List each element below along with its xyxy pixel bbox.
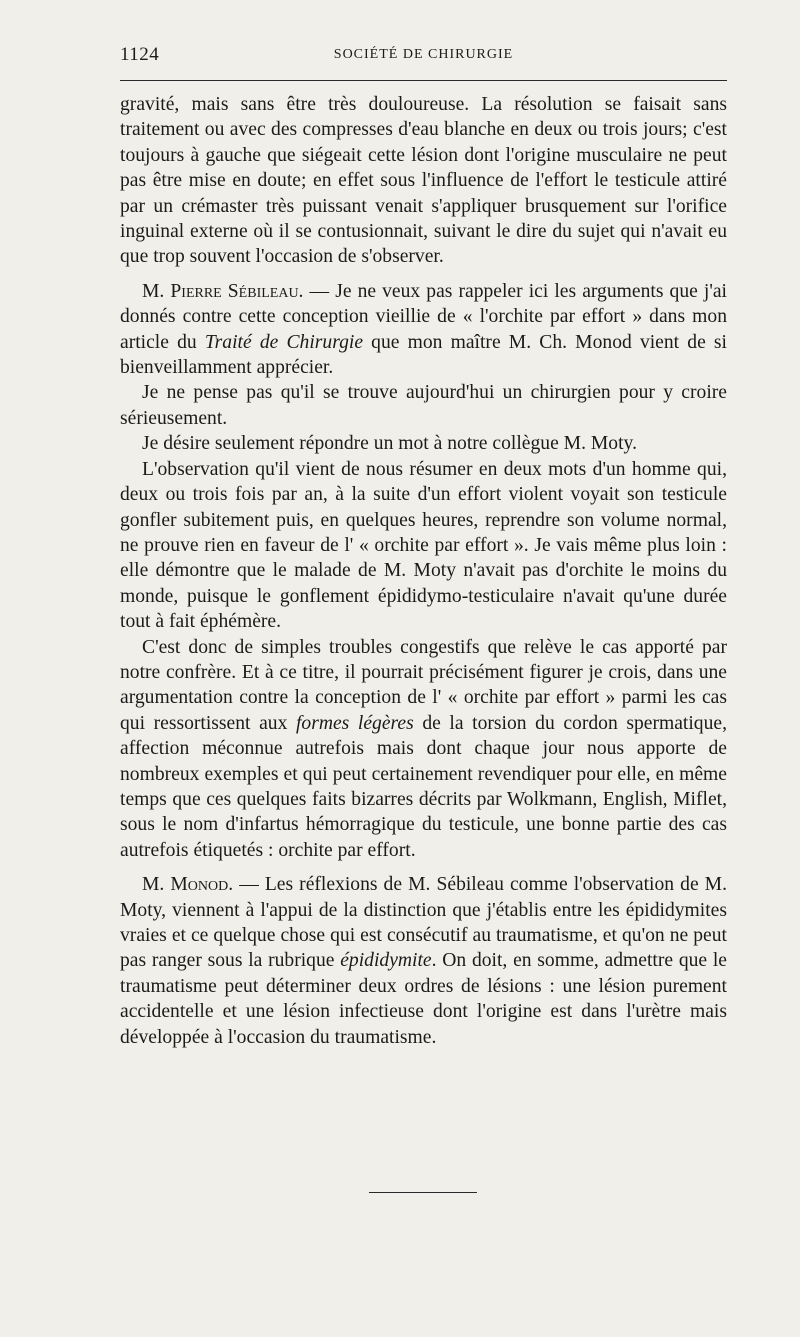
italic-phrase: formes légères <box>295 712 414 734</box>
page-header <box>120 44 727 74</box>
paragraph <box>120 635 727 864</box>
paragraph <box>120 457 727 635</box>
italic-title: Traité de Chirurgie <box>204 331 364 353</box>
paragraph <box>120 279 727 381</box>
end-rule <box>369 1192 477 1193</box>
paragraph-text: que mon maître M. Ch. Monod vient de si bienveillamment apprécier. <box>120 331 727 379</box>
paragraph-text: L'observation qu'il vient de nous résumer en deux mots d'un homme qui, deux ou trois fois par an, à la suite d'un effort violent voyait son testicule gonfler subitement puis, en quelques heures, reprendre son volume normal, ne prouve rien en faveur de l' « orchite par effort ». Je vais même plus loin : elle démontre que le malade de M. Moty n'avait pas d'orchite le moins du monde, puisque le gonflement épididymo-testiculaire n'avait qu'une durée tout à fait éphémère. <box>120 458 727 633</box>
paragraph <box>120 380 727 431</box>
page-number: 1124 <box>120 44 160 65</box>
paragraph-text: Je ne pense pas qu'il se trouve aujourd'hui un chirurgien pour y croire sérieusement. <box>120 382 727 429</box>
running-title: SOCIÉTÉ DE CHIRURGIE <box>333 47 514 62</box>
italic-term: épididymite <box>340 950 432 972</box>
paragraph-text: . On doit, en somme, admettre que le traumatisme peut déterminer deux ordres de lésions : une lésion purement accidentelle et une lésion infectieuse dont l'origine est dans l'urètre mais développée à l'occasion du traumatisme. <box>120 950 727 1048</box>
paragraph <box>120 92 727 270</box>
speaker-name: M. Pierre Sébileau. <box>142 280 304 302</box>
paragraph-text: — Les réflexions de M. Sébileau comme l'observation de M. Moty, viennent à l'appui de la distinction que j'établis entre les épididymites vraies et ce quelque chose qui est consécutif au traumatisme, et qu'on ne peut pas ranger sous la rubrique <box>120 874 728 972</box>
paragraph-text: gravité, mais sans être très douloureuse. La résolution se faisait sans traitement ou avec des compresses d'eau blanche en deux ou trois jours; c'est toujours à gauche que siégeait cette lésion dont l'origine musculaire ne peut pas être mise en doute; en effet sous l'influence de l'effort le testicule attiré par un crémaster très puissant venait s'appliquer brusquement sur l'orifice inguinal externe où il se contusionnait, suivant le dire du sujet qui n'avait eu que trop souvent l'occasion de s'observer. <box>120 94 727 268</box>
paragraph-text: — Je ne veux pas rappeler ici les arguments que j'ai donnés contre cette conception vieillie de « l'orchite par effort » dans mon article du <box>120 280 727 353</box>
paragraph <box>120 872 727 1050</box>
article-body <box>120 92 727 1050</box>
paragraph <box>120 431 727 456</box>
paragraph-text: Je désire seulement répondre un mot à notre collègue M. Moty. <box>142 433 637 455</box>
paragraph-text: de la torsion du cordon spermatique, affection méconnue autrefois mais dont chaque jour nous apporte de nombreux exemples et qui peut certainement revendiquer pour elle, en même temps que ces quelques faits bizarres décrits par Wolkmann, English, Miflet, sous le nom d'infartus hémorragique du testicule, une bonne partie des cas autrefois étiquetés : orchite par effort. <box>120 712 727 861</box>
speaker-name: M. Monod. <box>142 874 234 896</box>
paragraph-text: C'est donc de simples troubles congestifs que relève le cas apporté par notre confrère. Et à ce titre, il pourrait précisément figurer je crois, dans une argumentation contre la conception de l' « orchite par effort » parmi les cas qui ressortissent aux <box>120 636 727 734</box>
header-rule <box>120 80 727 81</box>
